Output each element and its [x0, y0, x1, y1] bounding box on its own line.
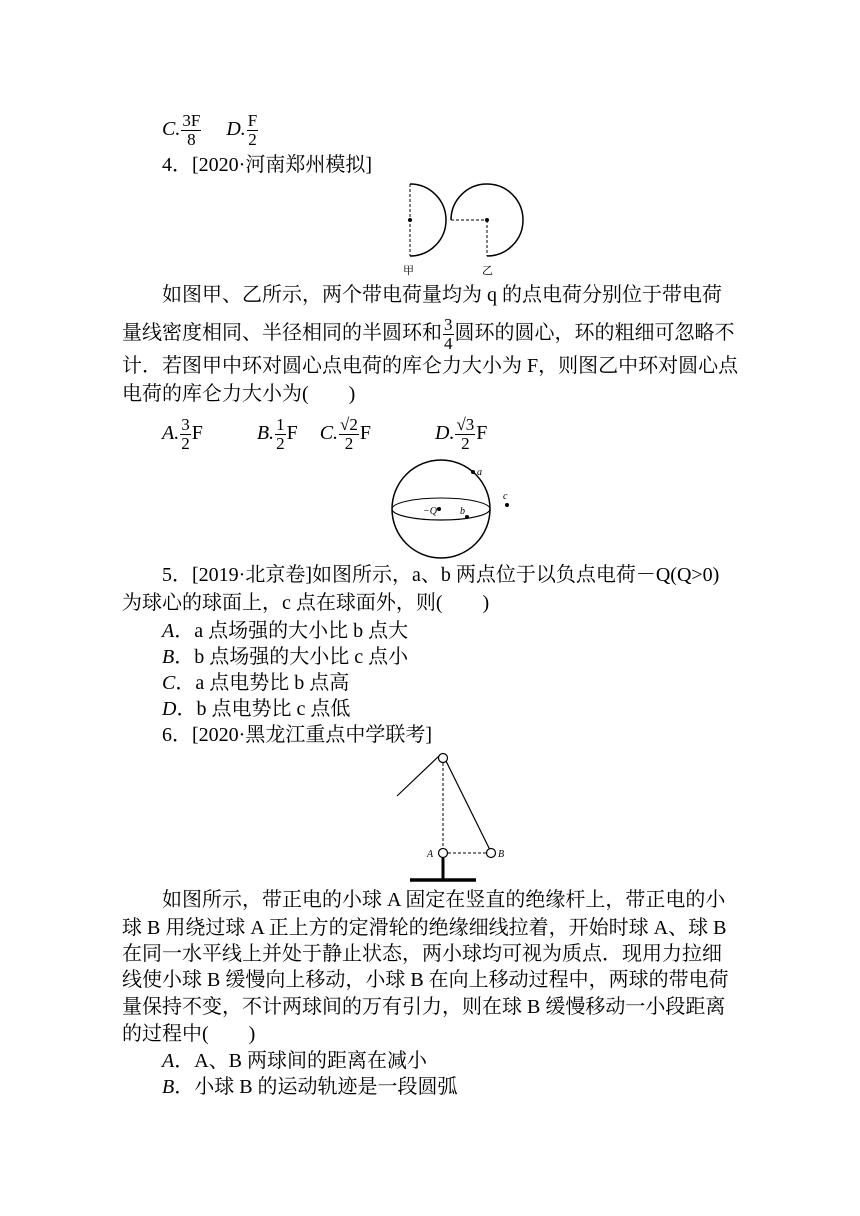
- q5-label-c: c: [503, 491, 508, 502]
- q4-option-d-label: D.: [435, 422, 455, 445]
- q5-figure: [385, 458, 525, 560]
- q4-option-d-rad: 3: [465, 415, 475, 434]
- q4-option-b-den: 2: [276, 434, 285, 453]
- q4-fig-label-a: 甲: [403, 265, 414, 277]
- q6-line6: 的过程中( ): [122, 1023, 256, 1045]
- q4-charge-a: [408, 218, 412, 222]
- q6-line5: 量保持不变，不计两球间的万有引力，则在球 B 缓慢移动一小段距离: [122, 996, 726, 1018]
- sqrt-icon: √: [340, 415, 350, 434]
- q5-equator-front: [392, 509, 490, 520]
- q6-option-b-label: B: [162, 1076, 175, 1098]
- q6-line3: 在同一水平线上并处于静止状态，两小球均可视为质点．现用力拉细: [122, 943, 722, 965]
- q4-option-d-tail: F: [476, 422, 488, 445]
- q5-line2: 为球心的球面上，c 点在球面外，则( ): [122, 592, 490, 614]
- q5-point-b: [465, 515, 469, 519]
- q4-option-b-label: B.: [256, 422, 275, 445]
- q4-option-d-den: 2: [461, 434, 470, 453]
- q6-option-a-label: A: [162, 1050, 175, 1072]
- q3-option-c-den: 8: [187, 130, 196, 149]
- q4-option-a-tail: F: [191, 422, 203, 445]
- q4-half-ring: [410, 184, 446, 256]
- q4-option-c-rad: 2: [349, 415, 358, 434]
- q4-charge-b: [485, 218, 489, 222]
- q5-equator-back: [392, 498, 490, 509]
- q3-option-c-fraction: [181, 112, 201, 149]
- q5-option-d-text: ．b 点电势比 c 点低: [176, 698, 351, 720]
- q6-option-a: [162, 1048, 427, 1074]
- q6-line2: 球 B 用绕过球 A 正上方的定滑轮的绝缘细线拉着，开始时球 A、球 B: [122, 917, 727, 939]
- q6-header: 6．[2020·黑龙江重点中学联考]: [162, 724, 432, 746]
- q4-line2-post: 圆环的圆心，环的粗细可忽略不: [454, 322, 735, 345]
- q4-option-a-label: A.: [162, 422, 180, 445]
- q5-option-c-text: ．a 点电势比 b 点高: [175, 672, 350, 694]
- q3-option-c-label: C.: [162, 118, 181, 141]
- q4-line2-den: 4: [444, 334, 453, 353]
- q4-option-c-den: 2: [344, 434, 354, 453]
- q6-option-b: [162, 1074, 458, 1100]
- q4-fig-label-b: 乙: [482, 265, 493, 277]
- q4-option-a-den: 2: [181, 434, 190, 453]
- q6-label-b: B: [498, 849, 505, 860]
- q6-option-a-text: ．A、B 两球间的距离在减小: [174, 1050, 428, 1072]
- q5-charge-label: −Q: [423, 506, 437, 517]
- q3-option-d-label: D.: [226, 118, 246, 141]
- q4-figure: [370, 178, 540, 278]
- q4-line2-pre: 量线密度相同、半径相同的半圆环和: [122, 322, 442, 345]
- q4-options: [162, 416, 487, 453]
- q4-option-b-num: 1: [276, 415, 285, 434]
- q5-option-b: [162, 644, 408, 670]
- q4-option-a-fraction: [180, 416, 191, 453]
- q4-line2-num: 3: [444, 315, 453, 334]
- q5-option-b-label: B: [162, 646, 175, 668]
- q3-option-d-num: F: [247, 111, 258, 130]
- q4-option-b-fraction: [275, 416, 286, 453]
- q3-option-d-fraction: [247, 112, 258, 149]
- q4-option-c-tail: F: [359, 422, 371, 445]
- q6-line1: 如图所示，带正电的小球 A 固定在竖直的绝缘杆上，带正电的小: [162, 889, 726, 911]
- q5-label-a: a: [477, 467, 482, 478]
- q5-label-b: b: [460, 506, 465, 517]
- q6-label-a: A: [427, 849, 434, 860]
- q5-option-b-text: ．b 点场强的大小比 c 点小: [174, 646, 409, 668]
- q6-string-to-b: [446, 761, 490, 850]
- q5-line1: 5．[2019·北京卷]如图所示，a、b 两点位于以负点电荷－Q(Q>0): [162, 564, 720, 586]
- q5-option-a-text: ．a 点场强的大小比 b 点大: [174, 620, 409, 642]
- q5-option-c-label: C: [162, 672, 176, 694]
- q4-line2: [122, 316, 735, 353]
- q5-option-c: [162, 670, 349, 696]
- q4-line1: 如图甲、乙所示，两个带电荷量均为 q 的点电荷分别位于带电荷: [162, 284, 722, 306]
- q4-option-c-label: C.: [319, 422, 339, 445]
- q6-ball-b: [487, 849, 496, 858]
- q3-options: [162, 112, 259, 149]
- q4-option-c-num: [339, 416, 359, 435]
- q5-option-a: [162, 618, 408, 644]
- q6-ball-a: [439, 849, 448, 858]
- q6-figure: [390, 746, 520, 884]
- q6-pull-string: [397, 756, 439, 796]
- q5-option-d: [162, 696, 350, 722]
- q4-option-c-fraction: [339, 416, 359, 453]
- q5-option-a-label: A: [162, 620, 175, 642]
- q4-option-a-num: 3: [181, 415, 190, 434]
- q4-line2-fraction: [443, 316, 454, 353]
- q4-option-d-fraction: [455, 416, 475, 453]
- q5-option-d-label: D: [162, 698, 177, 720]
- sqrt-icon: √: [456, 415, 466, 434]
- q5-center-point: [437, 507, 441, 511]
- q4-option-b-tail: F: [286, 422, 298, 445]
- q3-option-c-num: 3F: [182, 111, 201, 130]
- q3-option-d-den: 2: [248, 130, 257, 149]
- q4-line3: 计．若图甲中环对圆心点电荷的库仑力大小为 F，则图乙中环对圆心点: [122, 355, 739, 377]
- q6-option-b-text: ．小球 B 的运动轨迹是一段圆弧: [174, 1076, 458, 1098]
- q5-point-a: [471, 470, 475, 474]
- q5-point-c: [505, 503, 509, 507]
- q6-line4: 线使小球 B 缓慢向上移动，小球 B 在向上移动过程中，两球的带电荷: [122, 969, 729, 991]
- q4-line4: 电荷的库仑力大小为( ): [122, 383, 356, 405]
- q4-header: 4．[2020·河南郑州模拟]: [162, 154, 372, 176]
- q4-option-d-num: [455, 416, 475, 435]
